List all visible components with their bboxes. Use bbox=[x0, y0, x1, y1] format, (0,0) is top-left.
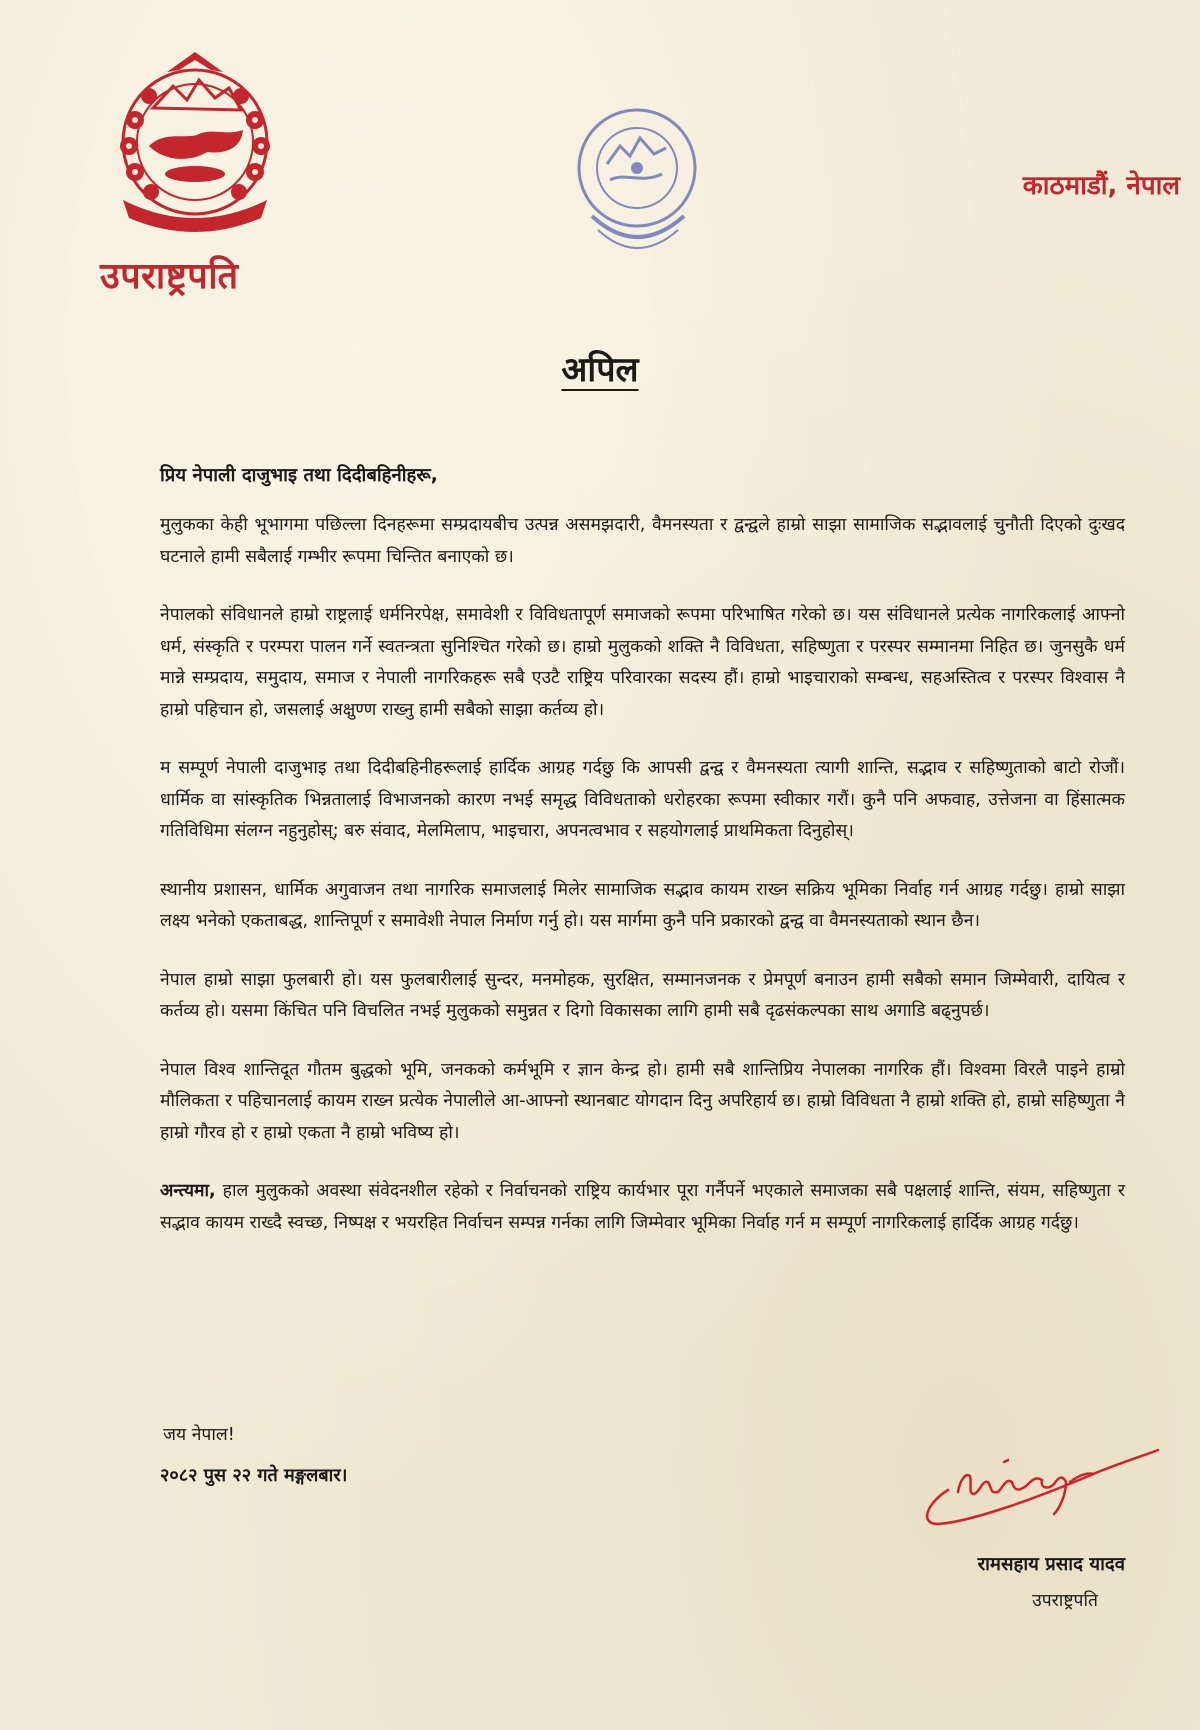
paragraph: नेपाल विश्व शान्तिदूत गौतम बुद्धको भूमि, जनकको कर्मभूमि र ज्ञान केन्द्र हो। हामी सबै शान्तिप्रिय नेपालका नागरिक हौं। विश्वमा विरलै पाइने हाम्रो मौलिकता र पहिचानलाई कायम राख्न प्रत्येक नेपालीले आ-आफ्नो स्थानबाट योगदान दिनु अपरिहार्य छ। हाम्रो विविधता नै हाम्रो शक्ति हो, हाम्रो सहिष्णुता नै हाम्रो गौरव हो र हाम्रो एकता नै हाम्रो भविष्य हो। bbox=[160, 1059, 1125, 1143]
document-title bbox=[0, 345, 1200, 391]
final-paragraph bbox=[160, 1176, 1125, 1239]
paragraph: नेपालको संविधानले हाम्रो राष्ट्रलाई धर्मनिरपेक्ष, समावेशी र विविधतापूर्ण समाजको रूपमा परिभाषित गरेको छ। यस संविधानले प्रत्येक नागरिकलाई आफ्नो धर्म, संस्कृति र परम्परा पालन गर्ने स्वतन्त्रता सुनिश्चित गरेको छ। हाम्रो मुलुकको शक्ति नै विविधता, सहिष्णुता र परस्पर सम्मानमा निहित छ। जुनसुकै धर्म मान्ने सम्प्रदाय, समुदाय, समाज र नेपाली नागरिकहरू सबै एउटै राष्ट्रिय परिवारका सदस्य हौं। हाम्रो भाइचाराको सम्बन्ध, सहअस्तित्व र परस्पर विश्वास नै हाम्रो पहिचान हो, जसलाई अक्षुण्ण राख्नु हामी सबैको साझा कर्तव्य हो। bbox=[160, 605, 1125, 720]
paragraph: मुलुकका केही भूभागमा पछिल्ला दिनहरूमा सम्प्रदायबीच उत्पन्न असमझदारी, वैमनस्यता र द्वन्द्वले हाम्रो साझा सामाजिक सद्भावलाई चुनौती दिएको दुःखद घटनाले हामी सबैलाई गम्भीर रूपमा चिन्तित बनाएको छ। bbox=[160, 515, 1125, 567]
final-paragraph-lead: अन्त्यमा, bbox=[160, 1181, 216, 1201]
signatory-title: उपराष्ट्रपति bbox=[1032, 1591, 1098, 1611]
signature-icon bbox=[908, 1432, 1168, 1537]
office-seal-icon bbox=[562, 98, 712, 268]
closing-line: जय नेपाल! bbox=[163, 1425, 235, 1445]
paragraph: म सम्पूर्ण नेपाली दाजुभाइ तथा दिदीबहिनीहरूलाई हार्दिक आग्रह गर्दछु कि आपसी द्वन्द्व र वैमनस्यता त्यागी शान्ति, सद्भाव र सहिष्णुताको बाटो रोजौं। धार्मिक वा सांस्कृतिक भिन्नतालाई विभाजनको कारण नभई समृद्ध विविधताको धरोहरका रूपमा स्वीकार गरौं। कुनै पनि अफवाह, उत्तेजना वा हिंसात्मक गतिविधिमा संलग्न नहुनुहोस्; बरु संवाद, मेलमिलाप, भाइचारा, अपनत्वभाव र सहयोगलाई प्राथमिकता दिनुहोस्। bbox=[160, 758, 1125, 841]
national-emblem-icon bbox=[95, 50, 295, 240]
signatory-name: रामसहाय प्रसाद यादव bbox=[977, 1554, 1125, 1575]
paragraph: स्थानीय प्रशासन, धार्मिक अगुवाजन तथा नागरिक समाजलाई मिलेर सामाजिक सद्भाव कायम राख्न सक्रिय भूमिका निर्वाह गर्न आग्रह गर्दछु। हाम्रो साझा लक्ष्य भनेको एकताबद्ध, शान्तिपूर्ण र समावेशी नेपाल निर्माण गर्नु हो। यस मार्गमा कुनै पनि प्रकारको द्वन्द्व वा वैमनस्यताको स्थान छैन। bbox=[160, 879, 1125, 931]
letter-body bbox=[160, 510, 1125, 1266]
final-paragraph-text: हाल मुलुकको अवस्था संवेदनशील रहेको र निर्वाचनको राष्ट्रिय कार्यभार पूरा गर्नैपर्ने भएकाले समाजका सबै पक्षलाई शान्ति, संयम, सहिष्णुता र सद्भाव कायम राख्दै स्वच्छ, निष्पक्ष र भयरहित निर्वाचन सम्पन्न गर्नका लागि जिम्मेवार भूमिका निर्वाह गर्न म सम्पूर्ण नागरिकलाई हार्दिक आग्रह गर्दछु। bbox=[160, 1181, 1125, 1233]
paragraph: नेपाल हाम्रो साझा फुलबारी हो। यस फुलबारीलाई सुन्दर, मनमोहक, सुरक्षित, सम्मानजनक र प्रेमपूर्ण बनाउन हामी सबैको समान जिम्मेवारी, दायित्व र कर्तव्य हो। यसमा किंचित पनि विचलित नभई मुलुकको समुन्नत र दिगो विकासका लागि हामी सबै दृढसंकल्पका साथ अगाडि बढ्नुपर्छ। bbox=[160, 969, 1125, 1021]
office-title: उपराष्ट्रपति bbox=[100, 256, 239, 297]
location-label: काठमाडौं, नेपाल bbox=[1022, 171, 1180, 201]
salutation: प्रिय नेपाली दाजुभाइ तथा दिदीबहिनीहरू, bbox=[160, 465, 438, 486]
document-title-text: अपिल bbox=[561, 350, 639, 390]
letter-date: २०८२ पुस २२ गते मङ्गलबार। bbox=[160, 1465, 348, 1486]
